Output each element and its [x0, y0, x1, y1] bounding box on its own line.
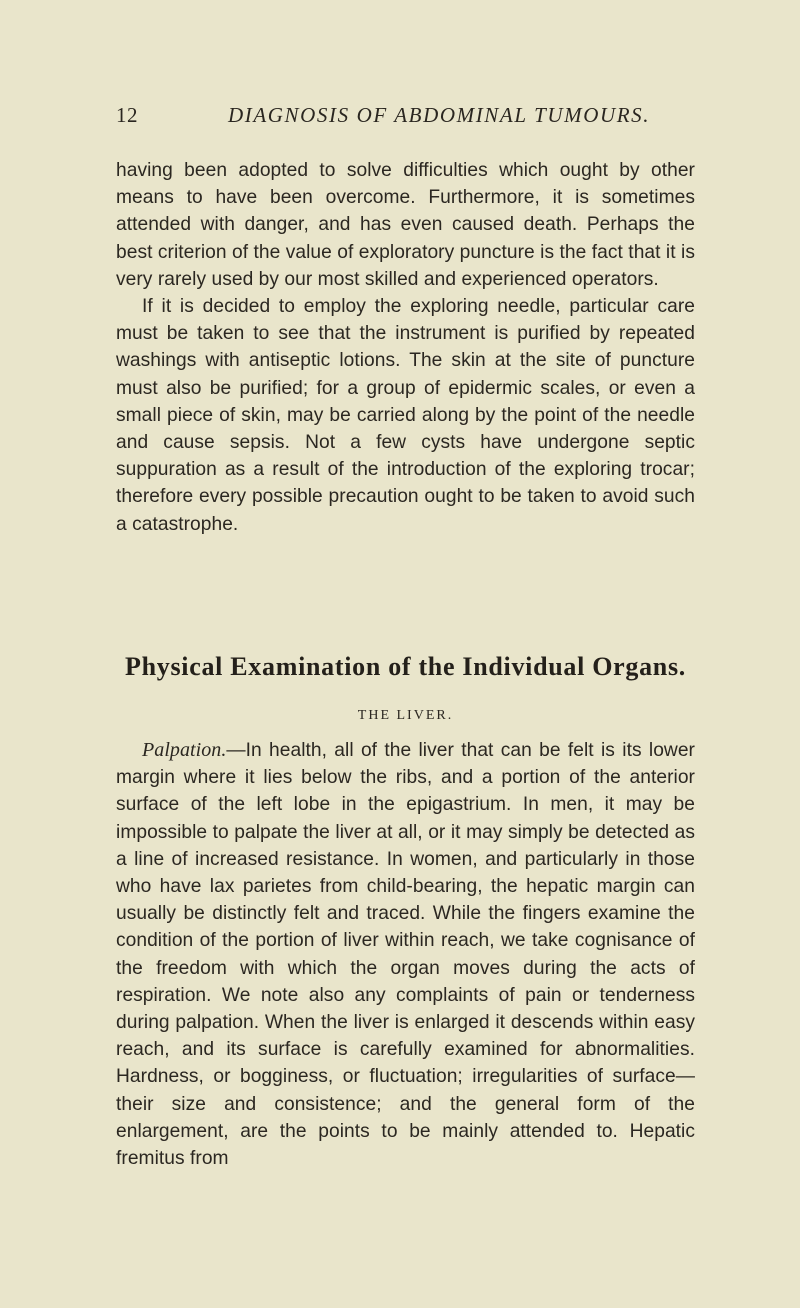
running-header: [116, 103, 676, 133]
paragraph-3-content: [116, 737, 695, 1172]
paragraph-3-text: —In health, all of the liver that can be felt is its lower margin where it lies below the ribs, and a portion of the anterior surface of the left lobe in the epigastrium. In men, it may be impossible to palpate the liver at all, or it may simply be detected as a line of increased resistance. In women, and particularly in those who have lax parietes from child-bearing, the hepatic margin can usually be distinctly felt and traced. While the fingers examine the condition of the portion of liver within reach, we take cognisance of the freedom with which the organ moves during the acts of respiration. We note also any complaints of pain or tenderness during palpation. When the liver is enlarged it descends within easy reach, and its surface is carefully examined for abnormalities. Hardness, or bogginess, or fluctuation; irregularities of surface—their size and consistence; and the general form of the enlargement, are the points to be mainly attended to. Hepatic fremitus from: [116, 740, 695, 1170]
palpation-label: Palpation.: [142, 739, 227, 761]
paragraph-1-text: having been adopted to solve difficulties which ought by other means to have been overcome. Furthermore, it is sometimes attended with danger, and has even caused death. Perhaps the best criterion of the value of exploratory puncture is the fact that it is very rarely used by our most skilled and experienced operators.: [116, 160, 695, 290]
paragraph-3: [116, 737, 695, 1172]
subsection-heading: THE LIVER.: [357, 708, 454, 723]
page-number: 12: [116, 103, 138, 127]
paragraph-1: [116, 157, 695, 293]
running-title: DIAGNOSIS OF ABDOMINAL TUMOURS.: [228, 103, 651, 127]
paragraph-2: [116, 293, 695, 538]
section-heading: Physical Examination of the Individual Organs.: [125, 652, 686, 681]
paragraph-2-text: If it is decided to employ the exploring needle, particular care must be taken to see that the instrument is purified by repeated washings with antiseptic lotions. The skin at the site of puncture must also be purified; for a group of epidermic scales, or even a small piece of skin, may be carried along by the point of the needle and cause sepsis. Not a few cysts have undergone septic suppuration as a result of the introduction of the exploring trocar; therefore every possible precaution ought to be taken to avoid such a catastrophe.: [116, 296, 695, 535]
